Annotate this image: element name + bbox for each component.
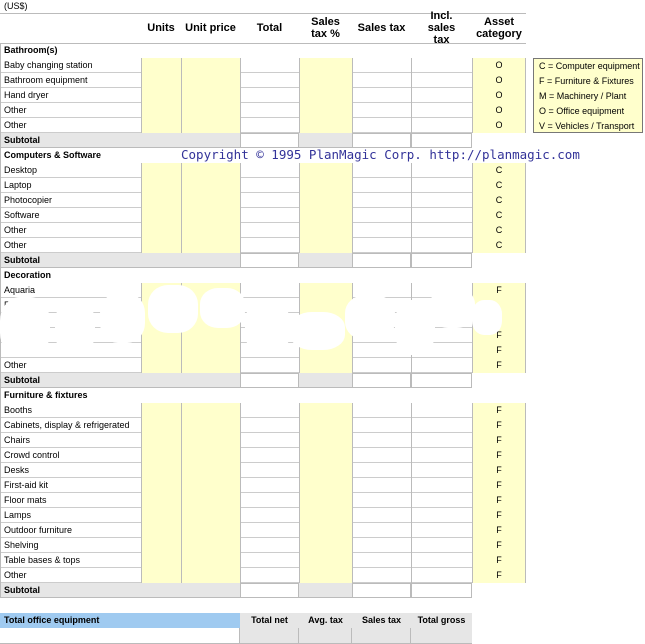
total-cell[interactable] bbox=[240, 88, 299, 103]
asset-category-cell[interactable]: F bbox=[472, 448, 526, 463]
sales-tax-cell[interactable] bbox=[352, 463, 411, 478]
sales-tax-pct-cell[interactable] bbox=[299, 433, 352, 448]
item-label: Floor mats bbox=[4, 495, 47, 505]
sales-tax-pct-cell[interactable] bbox=[299, 463, 352, 478]
table-row bbox=[0, 403, 525, 418]
total-cell[interactable] bbox=[240, 58, 299, 73]
sales-tax-cell[interactable] bbox=[352, 238, 411, 253]
subtotal-incl-tax-cell[interactable] bbox=[411, 253, 472, 268]
legend-item: M = Machinery / Plant bbox=[539, 91, 627, 101]
units-cell[interactable] bbox=[141, 163, 181, 178]
total-cell[interactable] bbox=[240, 418, 299, 433]
units-cell[interactable] bbox=[141, 223, 181, 238]
sales-tax-cell[interactable] bbox=[352, 163, 411, 178]
total-cell[interactable] bbox=[240, 193, 299, 208]
subtotal-row bbox=[0, 133, 525, 148]
asset-category-cell[interactable]: F bbox=[472, 493, 526, 508]
asset-category-cell[interactable]: F bbox=[472, 343, 526, 358]
total-cell[interactable] bbox=[240, 163, 299, 178]
sales-tax-pct-cell[interactable] bbox=[299, 238, 352, 253]
incl-sales-tax-cell[interactable] bbox=[411, 403, 472, 418]
sales-tax-pct-cell[interactable] bbox=[299, 448, 352, 463]
units-cell[interactable] bbox=[141, 418, 181, 433]
subtotal-incl-tax-cell[interactable] bbox=[411, 373, 472, 388]
unit-price-cell[interactable] bbox=[181, 223, 240, 238]
units-cell[interactable] bbox=[141, 508, 181, 523]
table-row bbox=[0, 553, 525, 568]
asset-category-cell[interactable]: F bbox=[472, 478, 526, 493]
asset-category-cell[interactable]: O bbox=[472, 73, 526, 88]
item-label: Other bbox=[4, 225, 27, 235]
redaction-blot bbox=[290, 312, 345, 350]
table-row bbox=[0, 208, 525, 223]
subtotal-row bbox=[0, 373, 525, 388]
sales-tax-pct-cell[interactable] bbox=[299, 358, 352, 373]
item-label: Chairs bbox=[4, 435, 31, 445]
unit-price-cell[interactable] bbox=[181, 433, 240, 448]
unit-price-cell[interactable] bbox=[181, 193, 240, 208]
total-cell[interactable] bbox=[240, 538, 299, 553]
table-row bbox=[0, 193, 525, 208]
section-title: Computers & Software bbox=[4, 150, 102, 160]
item-label: Software bbox=[4, 210, 40, 220]
sales-tax-cell[interactable] bbox=[352, 418, 411, 433]
item-label: Table bases & tops bbox=[4, 555, 81, 565]
incl-sales-tax-cell[interactable] bbox=[411, 73, 472, 88]
sales-tax-pct-cell[interactable] bbox=[299, 508, 352, 523]
item-label: Other bbox=[4, 570, 27, 580]
incl-sales-tax-cell[interactable] bbox=[411, 358, 472, 373]
unit-price-cell[interactable] bbox=[181, 178, 240, 193]
total-office-equipment-label: Total office equipment bbox=[0, 613, 240, 628]
legend-item: F = Furniture & Fixtures bbox=[539, 76, 634, 86]
asset-category-cell[interactable]: O bbox=[472, 118, 526, 133]
item-label: Other bbox=[4, 360, 27, 370]
total-net-label: Total net bbox=[240, 613, 299, 628]
asset-category-cell[interactable]: C bbox=[472, 238, 526, 253]
sales-tax-total-value[interactable] bbox=[352, 628, 411, 643]
asset-category-cell[interactable]: C bbox=[472, 163, 526, 178]
asset-category-cell[interactable]: C bbox=[472, 178, 526, 193]
item-label: Other bbox=[4, 120, 27, 130]
item-label: Hand dryer bbox=[4, 90, 49, 100]
sales-tax-cell[interactable] bbox=[352, 538, 411, 553]
table-row bbox=[0, 358, 525, 373]
total-cell[interactable] bbox=[240, 208, 299, 223]
sales-tax-cell[interactable] bbox=[352, 103, 411, 118]
total-cell[interactable] bbox=[240, 523, 299, 538]
col-units-header: Units bbox=[147, 21, 175, 34]
asset-category-cell[interactable]: F bbox=[472, 358, 526, 373]
sales-tax-cell[interactable] bbox=[352, 178, 411, 193]
redaction-blot bbox=[0, 297, 50, 357]
sales-tax-cell[interactable] bbox=[352, 118, 411, 133]
col-sales-tax-pct-header: Sales tax % bbox=[311, 15, 340, 40]
incl-sales-tax-cell[interactable] bbox=[411, 163, 472, 178]
unit-price-cell[interactable] bbox=[181, 103, 240, 118]
asset-category-cell[interactable]: F bbox=[472, 403, 526, 418]
total-cell[interactable] bbox=[240, 358, 299, 373]
total-cell[interactable] bbox=[240, 478, 299, 493]
item-label: Crowd control bbox=[4, 450, 60, 460]
sales-tax-pct-cell[interactable] bbox=[299, 73, 352, 88]
units-cell[interactable] bbox=[141, 523, 181, 538]
item-label: Baby changing station bbox=[4, 60, 93, 70]
asset-category-cell[interactable]: F bbox=[472, 508, 526, 523]
incl-sales-tax-cell[interactable] bbox=[411, 208, 472, 223]
table-row bbox=[0, 538, 525, 553]
col-unit-price-header: Unit price bbox=[185, 21, 236, 34]
unit-price-cell[interactable] bbox=[181, 163, 240, 178]
sales-tax-cell[interactable] bbox=[352, 73, 411, 88]
subtotal-sales-tax-cell[interactable] bbox=[352, 253, 411, 268]
incl-sales-tax-cell[interactable] bbox=[411, 463, 472, 478]
item-label: Bathroom equipment bbox=[4, 75, 88, 85]
unit-price-cell[interactable] bbox=[181, 118, 240, 133]
total-gross-value[interactable] bbox=[411, 628, 472, 643]
total-gross-label: Total gross bbox=[411, 613, 472, 628]
asset-category-cell[interactable]: F bbox=[472, 433, 526, 448]
asset-category-cell[interactable]: F bbox=[472, 568, 526, 583]
sales-tax-pct-cell[interactable] bbox=[299, 298, 352, 313]
subtotal-row bbox=[0, 253, 525, 268]
units-cell[interactable] bbox=[141, 103, 181, 118]
legend-item: O = Office equipment bbox=[539, 106, 625, 116]
subtotal-label: Subtotal bbox=[4, 375, 40, 385]
units-cell[interactable] bbox=[141, 463, 181, 478]
sales-tax-cell[interactable] bbox=[352, 568, 411, 583]
sales-tax-pct-cell[interactable] bbox=[299, 403, 352, 418]
sales-tax-pct-cell[interactable] bbox=[299, 208, 352, 223]
item-label: Other bbox=[4, 105, 27, 115]
total-cell[interactable] bbox=[240, 178, 299, 193]
asset-category-cell[interactable]: C bbox=[472, 193, 526, 208]
subtotal-sales-tax-cell[interactable] bbox=[352, 373, 411, 388]
table-row bbox=[0, 118, 525, 133]
incl-sales-tax-cell[interactable] bbox=[411, 193, 472, 208]
total-cell[interactable] bbox=[240, 463, 299, 478]
incl-sales-tax-cell[interactable] bbox=[411, 478, 472, 493]
total-cell[interactable] bbox=[240, 553, 299, 568]
unit-price-cell[interactable] bbox=[181, 568, 240, 583]
incl-sales-tax-cell[interactable] bbox=[411, 493, 472, 508]
asset-category-cell[interactable]: F bbox=[472, 328, 526, 343]
subtotal-incl-tax-cell[interactable] bbox=[411, 133, 472, 148]
unit-price-cell[interactable] bbox=[181, 463, 240, 478]
subtotal-label: Subtotal bbox=[4, 585, 40, 595]
asset-category-legend bbox=[533, 58, 643, 133]
sales-tax-pct-cell[interactable] bbox=[299, 553, 352, 568]
table-row bbox=[0, 103, 525, 118]
redaction-blot bbox=[395, 300, 435, 355]
redaction-blot bbox=[55, 300, 95, 355]
sales-tax-pct-cell[interactable] bbox=[299, 523, 352, 538]
sales-tax-pct-cell[interactable] bbox=[299, 178, 352, 193]
sales-tax-pct-cell[interactable] bbox=[299, 418, 352, 433]
section-title: Furniture & fixtures bbox=[4, 390, 88, 400]
item-label: Shelving bbox=[4, 540, 39, 550]
sales-tax-pct-cell[interactable] bbox=[299, 88, 352, 103]
item-label: Aquaria bbox=[4, 285, 36, 295]
total-cell[interactable] bbox=[240, 103, 299, 118]
redaction-blot bbox=[100, 293, 145, 343]
total-cell[interactable] bbox=[240, 448, 299, 463]
unit-price-cell[interactable] bbox=[181, 328, 240, 343]
units-cell[interactable] bbox=[141, 238, 181, 253]
subtotal-total-cell[interactable] bbox=[240, 253, 299, 268]
currency-label: (US$) bbox=[4, 1, 28, 11]
unit-price-cell[interactable] bbox=[181, 238, 240, 253]
table-row bbox=[0, 463, 525, 478]
total-net-value[interactable] bbox=[240, 628, 299, 643]
redaction-blot bbox=[245, 300, 290, 355]
units-cell[interactable] bbox=[141, 73, 181, 88]
incl-sales-tax-cell[interactable] bbox=[411, 433, 472, 448]
sales-tax-cell[interactable] bbox=[352, 208, 411, 223]
sales-tax-cell[interactable] bbox=[352, 223, 411, 238]
section-title: Bathroom(s) bbox=[4, 45, 58, 55]
section-header-row bbox=[0, 268, 525, 283]
subtotal-label: Subtotal bbox=[4, 135, 40, 145]
total-cell[interactable] bbox=[240, 283, 299, 298]
item-label: Desktop bbox=[4, 165, 38, 175]
unit-price-cell[interactable] bbox=[181, 88, 240, 103]
item-label: Cabinets, display & refrigerated bbox=[4, 420, 130, 430]
col-incl-sales-tax-header: Incl. sales tax bbox=[427, 9, 456, 46]
table-row bbox=[0, 568, 525, 583]
sales-tax-cell[interactable] bbox=[352, 523, 411, 538]
units-cell[interactable] bbox=[141, 553, 181, 568]
totals-row bbox=[0, 613, 472, 628]
units-cell[interactable] bbox=[141, 208, 181, 223]
sales-tax-cell[interactable] bbox=[352, 403, 411, 418]
sales-tax-cell[interactable] bbox=[352, 193, 411, 208]
unit-price-cell[interactable] bbox=[181, 448, 240, 463]
asset-category-cell[interactable]: C bbox=[472, 208, 526, 223]
sales-tax-pct-cell[interactable] bbox=[299, 493, 352, 508]
total-cell[interactable] bbox=[240, 508, 299, 523]
units-cell[interactable] bbox=[141, 118, 181, 133]
unit-price-cell[interactable] bbox=[181, 358, 240, 373]
total-cell[interactable] bbox=[240, 493, 299, 508]
incl-sales-tax-cell[interactable] bbox=[411, 118, 472, 133]
sales-tax-pct-cell[interactable] bbox=[299, 58, 352, 73]
sales-tax-pct-cell[interactable] bbox=[299, 283, 352, 298]
subtotal-row bbox=[0, 583, 525, 598]
total-cell[interactable] bbox=[240, 118, 299, 133]
unit-price-cell[interactable] bbox=[181, 73, 240, 88]
sales-tax-cell[interactable] bbox=[352, 508, 411, 523]
total-cell[interactable] bbox=[240, 403, 299, 418]
item-label: Laptop bbox=[4, 180, 32, 190]
table-row bbox=[0, 73, 525, 88]
incl-sales-tax-cell[interactable] bbox=[411, 223, 472, 238]
unit-price-cell[interactable] bbox=[181, 418, 240, 433]
sales-tax-pct-cell[interactable] bbox=[299, 538, 352, 553]
legend-item: V = Vehicles / Transport bbox=[539, 121, 635, 131]
incl-sales-tax-cell[interactable] bbox=[411, 508, 472, 523]
subtotal-total-cell[interactable] bbox=[240, 133, 299, 148]
sales-tax-pct-cell[interactable] bbox=[299, 568, 352, 583]
units-cell[interactable] bbox=[141, 448, 181, 463]
incl-sales-tax-cell[interactable] bbox=[411, 178, 472, 193]
asset-category-cell[interactable]: F bbox=[472, 283, 526, 298]
section-header-row bbox=[0, 43, 525, 58]
redaction-blot bbox=[430, 288, 475, 328]
units-cell[interactable] bbox=[141, 88, 181, 103]
col-total-header: Total bbox=[256, 21, 283, 34]
redaction-blot bbox=[200, 288, 245, 328]
unit-price-cell[interactable] bbox=[181, 538, 240, 553]
table-row bbox=[0, 178, 525, 193]
totals-values-row bbox=[0, 628, 472, 644]
unit-price-cell[interactable] bbox=[181, 523, 240, 538]
sales-tax-cell[interactable] bbox=[352, 493, 411, 508]
incl-sales-tax-cell[interactable] bbox=[411, 538, 472, 553]
item-label: Desks bbox=[4, 465, 30, 475]
asset-category-cell[interactable]: F bbox=[472, 538, 526, 553]
totals-empty-cell bbox=[0, 628, 240, 643]
sales-tax-cell[interactable] bbox=[352, 58, 411, 73]
asset-category-cell[interactable]: O bbox=[472, 58, 526, 73]
sales-tax-pct-cell[interactable] bbox=[299, 103, 352, 118]
sales-tax-cell[interactable] bbox=[352, 358, 411, 373]
subtotal-total-cell[interactable] bbox=[240, 583, 299, 598]
table-row bbox=[0, 163, 525, 178]
redaction-blot bbox=[148, 285, 198, 333]
item-label: Outdoor furniture bbox=[4, 525, 73, 535]
asset-category-cell[interactable]: O bbox=[472, 103, 526, 118]
unit-price-cell[interactable] bbox=[181, 508, 240, 523]
table-row bbox=[0, 433, 525, 448]
table-row bbox=[0, 508, 525, 523]
units-cell[interactable] bbox=[141, 58, 181, 73]
table-row bbox=[0, 523, 525, 538]
units-cell[interactable] bbox=[141, 358, 181, 373]
item-label: First-aid kit bbox=[4, 480, 49, 490]
sales-tax-cell[interactable] bbox=[352, 478, 411, 493]
total-cell[interactable] bbox=[240, 433, 299, 448]
unit-price-cell[interactable] bbox=[181, 478, 240, 493]
sales-tax-pct-cell[interactable] bbox=[299, 163, 352, 178]
sales-tax-total-label: Sales tax bbox=[352, 613, 411, 628]
incl-sales-tax-cell[interactable] bbox=[411, 88, 472, 103]
asset-category-cell[interactable]: F bbox=[472, 523, 526, 538]
asset-category-cell[interactable]: F bbox=[472, 463, 526, 478]
unit-price-cell[interactable] bbox=[181, 553, 240, 568]
incl-sales-tax-cell[interactable] bbox=[411, 103, 472, 118]
section-title: Decoration bbox=[4, 270, 52, 280]
asset-category-cell[interactable]: F bbox=[472, 418, 526, 433]
sales-tax-pct-cell[interactable] bbox=[299, 118, 352, 133]
units-cell[interactable] bbox=[141, 193, 181, 208]
item-label: Booths bbox=[4, 405, 33, 415]
incl-sales-tax-cell[interactable] bbox=[411, 553, 472, 568]
table-row bbox=[0, 418, 525, 433]
incl-sales-tax-cell[interactable] bbox=[411, 58, 472, 73]
sales-tax-pct-cell[interactable] bbox=[299, 478, 352, 493]
subtotal-sales-tax-cell[interactable] bbox=[352, 583, 411, 598]
subtotal-incl-tax-cell[interactable] bbox=[411, 583, 472, 598]
table-row bbox=[0, 58, 525, 73]
total-cell[interactable] bbox=[240, 223, 299, 238]
avg-tax-value[interactable] bbox=[299, 628, 352, 643]
unit-price-cell[interactable] bbox=[181, 58, 240, 73]
subtotal-label: Subtotal bbox=[4, 255, 40, 265]
unit-price-cell[interactable] bbox=[181, 343, 240, 358]
table-row bbox=[0, 478, 525, 493]
units-cell[interactable] bbox=[141, 178, 181, 193]
sales-tax-cell[interactable] bbox=[352, 88, 411, 103]
asset-category-cell[interactable]: O bbox=[472, 88, 526, 103]
unit-price-cell[interactable] bbox=[181, 208, 240, 223]
incl-sales-tax-cell[interactable] bbox=[411, 523, 472, 538]
units-cell[interactable] bbox=[141, 403, 181, 418]
total-cell[interactable] bbox=[240, 568, 299, 583]
item-label: Lamps bbox=[4, 510, 32, 520]
units-cell[interactable] bbox=[141, 538, 181, 553]
incl-sales-tax-cell[interactable] bbox=[411, 418, 472, 433]
incl-sales-tax-cell[interactable] bbox=[411, 448, 472, 463]
units-cell[interactable] bbox=[141, 568, 181, 583]
sales-tax-pct-cell[interactable] bbox=[299, 193, 352, 208]
legend-item: C = Computer equipment bbox=[539, 61, 640, 71]
sales-tax-cell[interactable] bbox=[352, 553, 411, 568]
redaction-blot bbox=[472, 300, 502, 335]
copyright-notice: Copyright © 1995 PlanMagic Corp. http://planmagic.com bbox=[181, 147, 580, 162]
redaction-blot bbox=[345, 295, 395, 340]
avg-tax-label: Avg. tax bbox=[299, 613, 352, 628]
units-cell[interactable] bbox=[141, 478, 181, 493]
sales-tax-cell[interactable] bbox=[352, 448, 411, 463]
total-cell[interactable] bbox=[240, 73, 299, 88]
item-label: Photocopier bbox=[4, 195, 53, 205]
units-cell[interactable] bbox=[141, 433, 181, 448]
section-header-row bbox=[0, 388, 525, 403]
table-row bbox=[0, 493, 525, 508]
incl-sales-tax-cell[interactable] bbox=[411, 238, 472, 253]
sales-tax-cell[interactable] bbox=[352, 433, 411, 448]
sales-tax-pct-cell[interactable] bbox=[299, 223, 352, 238]
units-cell[interactable] bbox=[141, 493, 181, 508]
incl-sales-tax-cell[interactable] bbox=[411, 568, 472, 583]
table-row bbox=[0, 223, 525, 238]
unit-price-cell[interactable] bbox=[181, 403, 240, 418]
col-sales-tax-header: Sales tax bbox=[357, 21, 406, 34]
unit-price-cell[interactable] bbox=[181, 493, 240, 508]
total-cell[interactable] bbox=[240, 238, 299, 253]
table-row bbox=[0, 238, 525, 253]
table-row bbox=[0, 448, 525, 463]
units-cell[interactable] bbox=[141, 343, 181, 358]
item-label: Other bbox=[4, 240, 27, 250]
asset-category-cell[interactable]: F bbox=[472, 553, 526, 568]
asset-category-cell[interactable]: C bbox=[472, 223, 526, 238]
subtotal-total-cell[interactable] bbox=[240, 373, 299, 388]
col-asset-category-header: Asset category bbox=[476, 15, 522, 40]
subtotal-sales-tax-cell[interactable] bbox=[352, 133, 411, 148]
table-row bbox=[0, 88, 525, 103]
